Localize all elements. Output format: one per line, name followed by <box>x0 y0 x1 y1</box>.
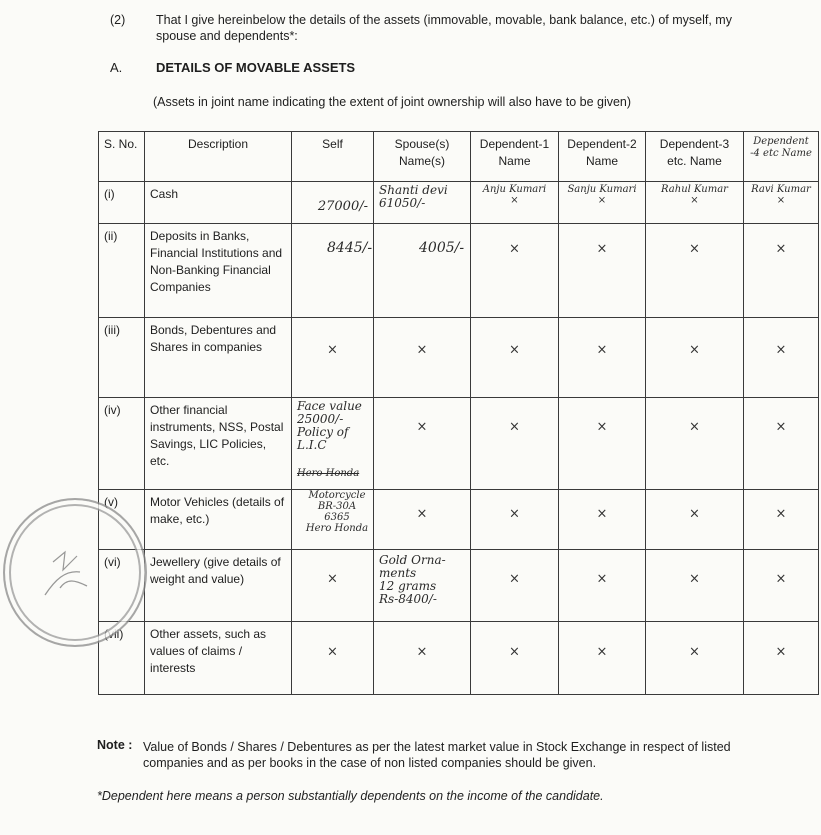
cross-mark: × <box>416 342 428 358</box>
col-header-description: Description <box>145 132 292 182</box>
col-header-self: Self <box>292 132 374 182</box>
cell-dependent-3 <box>646 182 744 224</box>
cell-dependent-2 <box>559 622 646 695</box>
cell-spouse <box>374 490 471 550</box>
handwritten-value: Face value 25000/- Policy of L.I.C <box>297 399 362 452</box>
section-subtitle: (Assets in joint name indicating the extent of joint ownership will also have to be given) <box>153 95 632 109</box>
cell-dependent-1 <box>471 490 559 550</box>
cell-self <box>292 224 374 318</box>
cell-dependent-3 <box>646 550 744 622</box>
cross-mark: × <box>596 419 608 435</box>
cell-dependent-4 <box>744 398 819 490</box>
cell-self <box>292 182 374 224</box>
row-sno: (i) <box>99 182 145 224</box>
cross-mark: × <box>509 419 520 435</box>
cross-mark: × <box>596 571 608 587</box>
cross-mark: × <box>596 644 608 660</box>
cross-mark: × <box>327 571 338 587</box>
row-sno: (vii) <box>99 622 145 695</box>
cross-mark: × <box>689 419 700 435</box>
row-description: Cash <box>145 182 292 224</box>
struck-out-text: Hero Honda <box>297 468 360 479</box>
cell-dependent-1 <box>471 224 559 318</box>
cell-spouse <box>374 398 471 490</box>
cell-dependent-2 <box>559 318 646 398</box>
cross-mark: × <box>509 342 520 358</box>
cell-dependent-4 <box>744 224 819 318</box>
cell-dependent-1 <box>471 398 559 490</box>
cross-mark: × <box>416 506 428 522</box>
cross-mark: × <box>416 419 428 435</box>
cell-dependent-1 <box>471 550 559 622</box>
cross-mark: × <box>775 644 787 660</box>
cross-mark: × <box>509 506 520 522</box>
row-sno: (iv) <box>99 398 145 490</box>
stamp-ring-icon <box>5 500 145 645</box>
cross-mark: × <box>509 571 520 587</box>
cross-mark: × <box>689 571 700 587</box>
cross-mark: × <box>596 506 608 522</box>
col-header-dependent-3: Dependent-3 etc. Name <box>646 132 744 182</box>
cell-self <box>292 490 374 550</box>
row-sno: (vi) <box>99 550 145 622</box>
table-row <box>99 490 819 550</box>
footnote: *Dependent here means a person substantially dependents on the income of the candidate. <box>97 789 604 803</box>
row-description: Deposits in Banks, Financial Institutions and Non-Banking Financial Companies <box>145 224 292 318</box>
cell-spouse <box>374 182 471 224</box>
cross-mark: × <box>509 644 520 660</box>
cross-mark: × <box>327 644 338 660</box>
row-description: Other financial instruments, NSS, Postal Savings, LIC Policies, etc. <box>145 398 292 490</box>
cross-mark: × <box>689 241 700 257</box>
row-sno: (iii) <box>99 318 145 398</box>
cross-mark: × <box>689 644 700 660</box>
note-text: Value of Bonds / Shares / Debentures as per the latest market value in Stock Exchange in respect of listed companies and as per books in the case of non listed companies should be given. <box>143 740 731 770</box>
intro-number: (2) <box>110 13 126 27</box>
row-description: Jewellery (give details of weight and value) <box>145 550 292 622</box>
cell-dependent-2 <box>559 224 646 318</box>
cell-dependent-2 <box>559 182 646 224</box>
table-header-row <box>99 132 819 182</box>
cross-mark: × <box>327 342 338 358</box>
cell-dependent-3 <box>646 398 744 490</box>
cell-self <box>292 622 374 695</box>
row-sno: (v) <box>99 490 145 550</box>
section-title: DETAILS OF MOVABLE ASSETS <box>156 60 356 75</box>
cell-dependent-1 <box>471 182 559 224</box>
cross-mark: × <box>775 506 787 522</box>
cell-dependent-4 <box>744 182 819 224</box>
row-description: Motor Vehicles (details of make, etc.) <box>145 490 292 550</box>
table-row <box>99 550 819 622</box>
cell-dependent-2 <box>559 490 646 550</box>
cell-spouse <box>374 318 471 398</box>
cell-dependent-4 <box>744 490 819 550</box>
cross-mark: × <box>775 342 787 358</box>
handwritten-value: Ravi Kumar × <box>751 184 811 206</box>
note-label: Note : <box>97 738 133 752</box>
cross-mark: × <box>416 644 428 660</box>
table-row <box>99 182 819 224</box>
cell-dependent-4 <box>744 622 819 695</box>
movable-assets-table <box>98 131 819 695</box>
col-header-sno: S. No. <box>99 132 145 182</box>
cell-dependent-1 <box>471 622 559 695</box>
cell-dependent-2 <box>559 550 646 622</box>
row-description: Other assets, such as values of claims / interests <box>145 622 292 695</box>
handwritten-value: Anju Kumari × <box>482 184 547 206</box>
court-stamp <box>3 498 147 647</box>
handwritten-value: Rahul Kumar × <box>661 184 728 206</box>
cell-spouse <box>374 550 471 622</box>
row-description: Bonds, Debentures and Shares in companies <box>145 318 292 398</box>
cross-mark: × <box>775 241 787 257</box>
cell-spouse <box>374 622 471 695</box>
handwritten-value: 4005/- <box>419 240 465 256</box>
intro-text: That I give hereinbelow the details of the assets (immovable, movable, bank balance, etc.) of myself, my spouse and dependents*: <box>156 13 732 43</box>
handwritten-value: Shanti devi 61050/- <box>379 183 448 210</box>
cross-mark: × <box>596 342 608 358</box>
cell-self <box>292 398 374 490</box>
handwritten-value: Sanju Kumari × <box>567 184 637 206</box>
cross-mark: × <box>775 419 787 435</box>
cell-self <box>292 318 374 398</box>
cell-dependent-2 <box>559 398 646 490</box>
col-header-dependent-1: Dependent-1 Name <box>471 132 559 182</box>
col-header-dependent-2: Dependent-2 Name <box>559 132 646 182</box>
handwritten-value: Gold Orna- ments 12 grams Rs-8400/- <box>379 553 446 606</box>
table-row <box>99 318 819 398</box>
cell-spouse <box>374 224 471 318</box>
cell-self <box>292 550 374 622</box>
handwritten-value: 27000/- <box>317 199 368 214</box>
cross-mark: × <box>689 342 700 358</box>
cell-dependent-3 <box>646 318 744 398</box>
handwritten-value: 8445/- <box>327 240 373 256</box>
table-row <box>99 622 819 695</box>
table-row <box>99 224 819 318</box>
cross-mark: × <box>689 506 700 522</box>
col-header-dependent-4: Dependent -4 etc Name <box>744 132 819 182</box>
row-sno: (ii) <box>99 224 145 318</box>
cell-dependent-3 <box>646 490 744 550</box>
section-letter: A. <box>110 60 123 75</box>
handwritten-value: Motorcycle BR-30A 6365 Hero Honda <box>305 490 369 534</box>
col-header-spouse: Spouse(s) Name(s) <box>374 132 471 182</box>
cross-mark: × <box>596 241 608 257</box>
cross-mark: × <box>775 571 787 587</box>
cell-dependent-3 <box>646 622 744 695</box>
cell-dependent-1 <box>471 318 559 398</box>
cell-dependent-4 <box>744 550 819 622</box>
table-row <box>99 398 819 490</box>
cell-dependent-4 <box>744 318 819 398</box>
cross-mark: × <box>509 241 520 257</box>
cell-dependent-3 <box>646 224 744 318</box>
